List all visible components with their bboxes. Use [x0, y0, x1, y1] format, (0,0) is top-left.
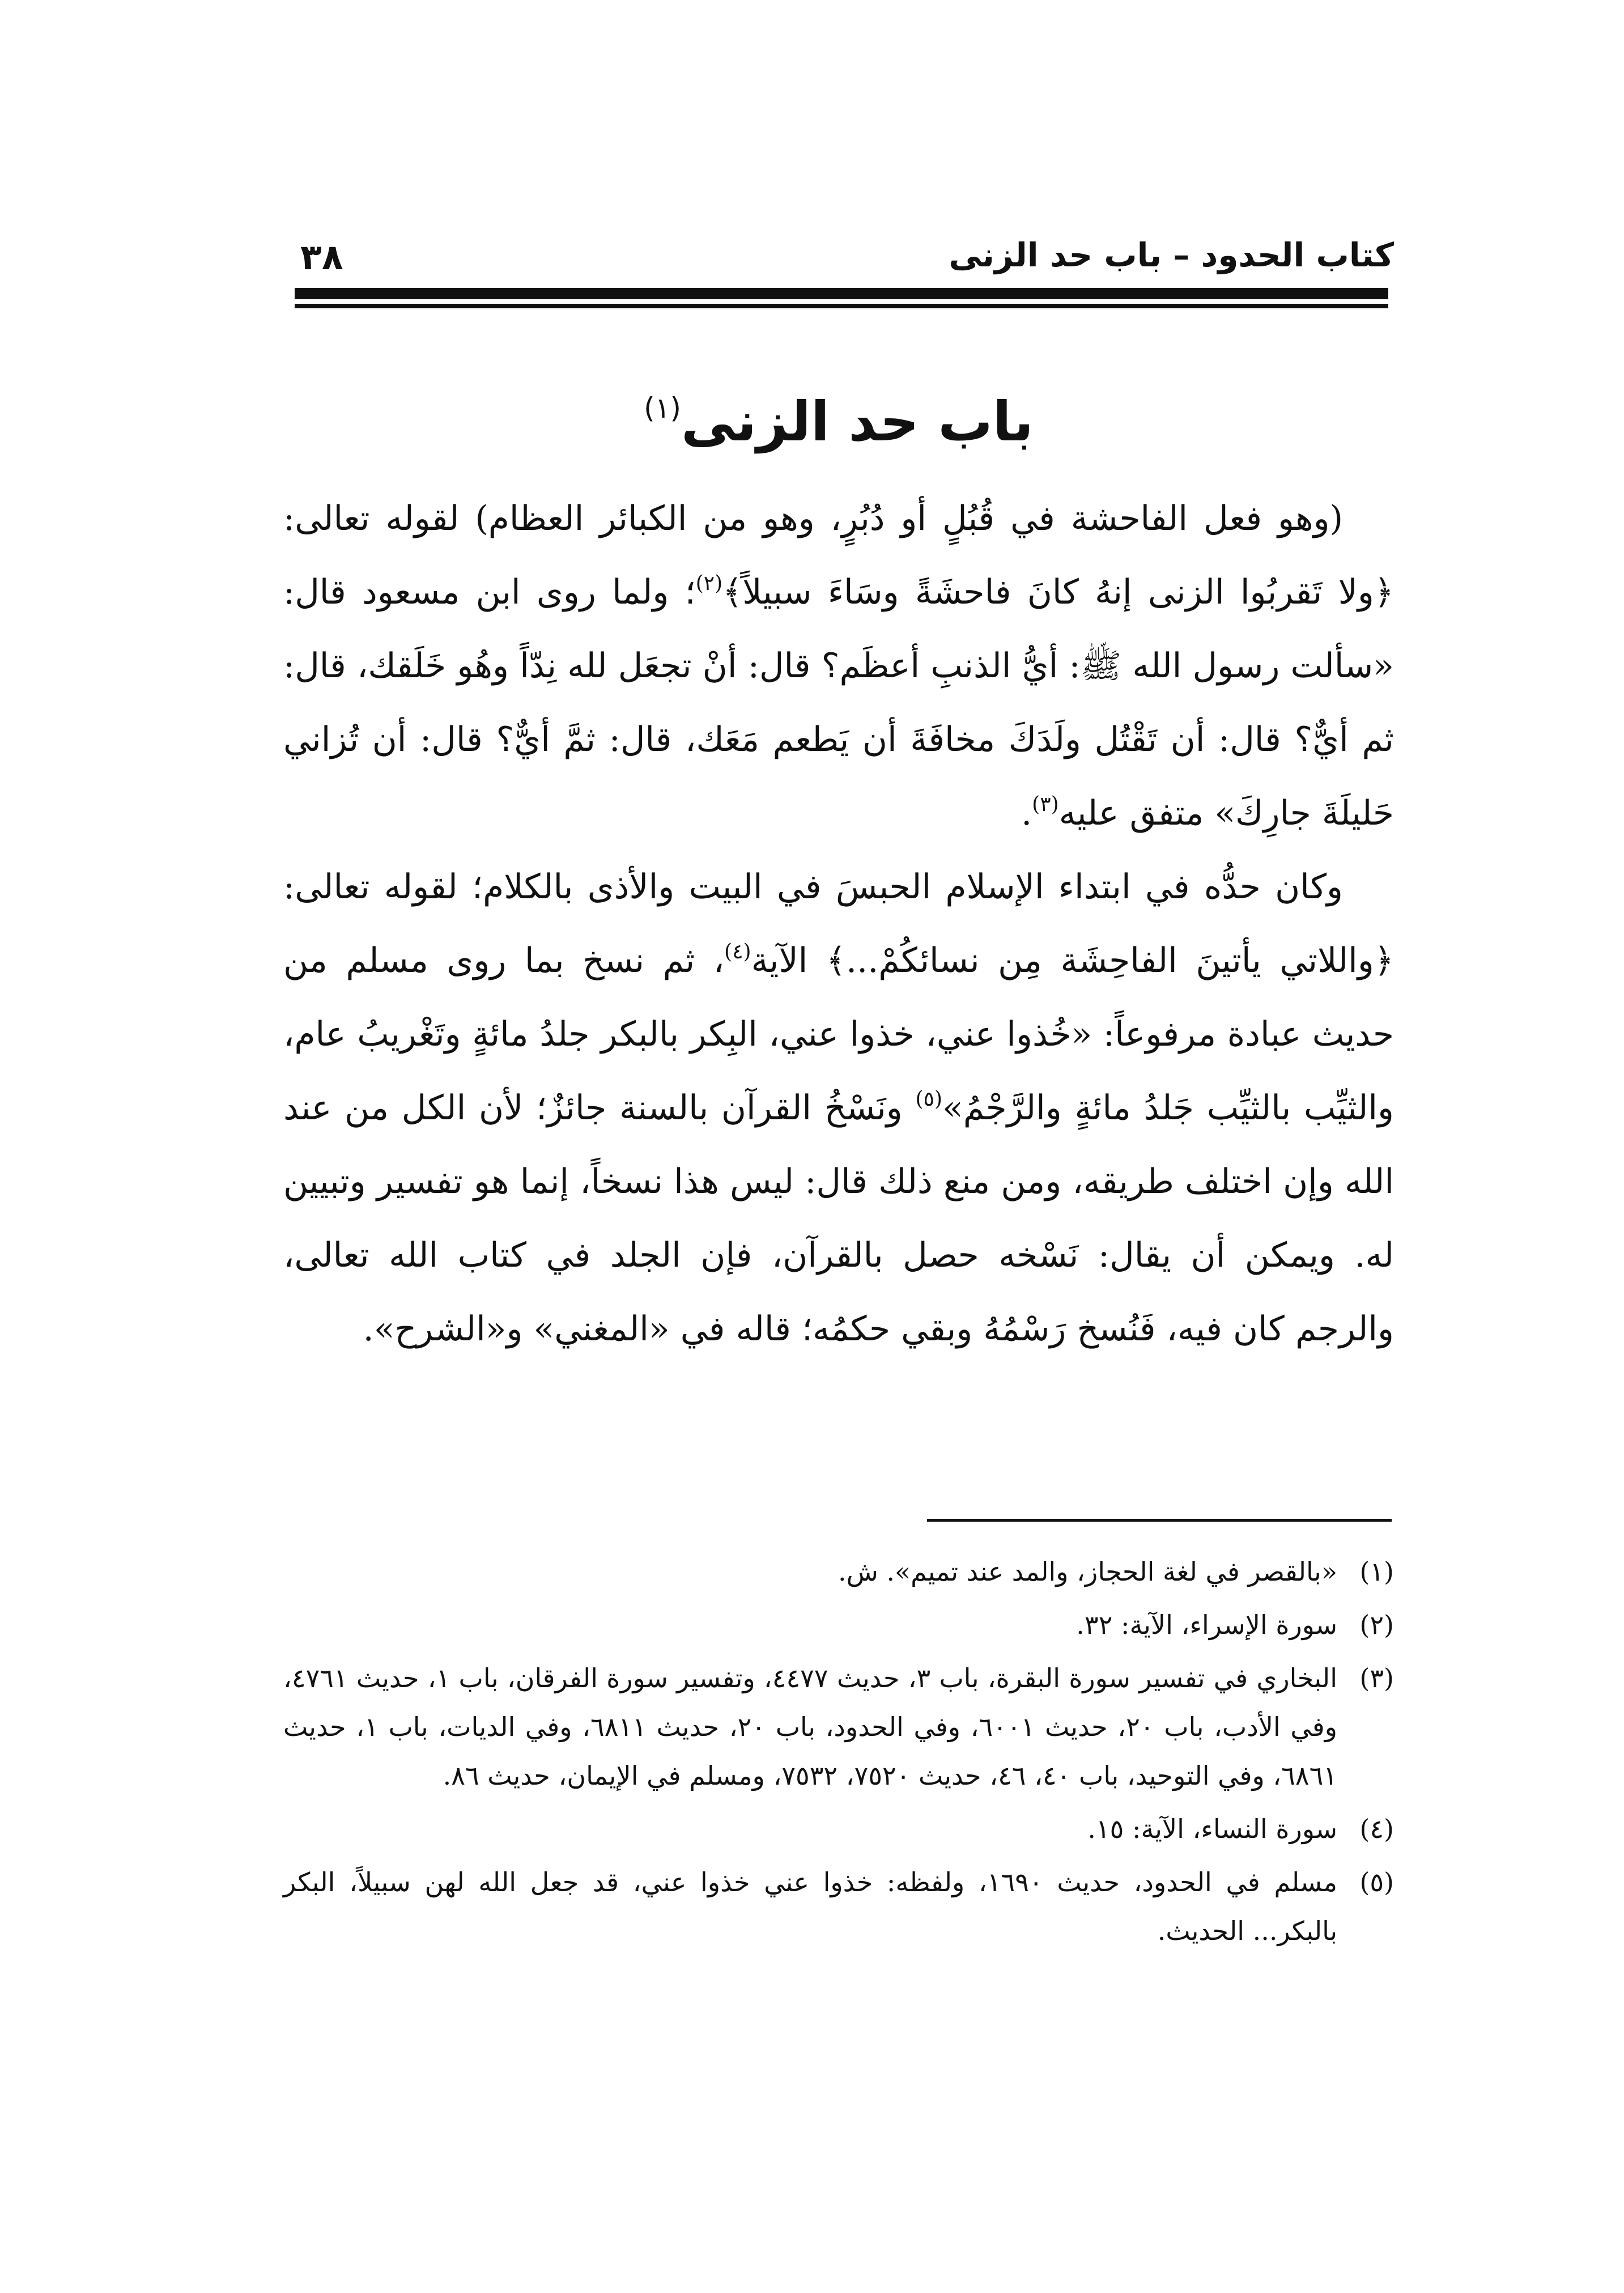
footnote-marker: (٢) [1359, 1610, 1394, 1640]
footnote-marker: (٤) [1359, 1814, 1394, 1844]
paragraph-2-text-a: وكان حدُّه في ابتداء الإسلام الحبسَ في البيت والأذى بالكلام؛ لقوله تعالى: ﴿واللاتي يأتينَ الفاحِشَة مِن نسائكُمْ...﴾ الآية [283, 867, 1394, 980]
footnote-5 [283, 1858, 1394, 1955]
footnote-text: مسلم في الحدود، حديث ١٦٩٠، ولفظه: خذوا عني خذوا عني، قد جعل الله لهن سبيلاً، البكر بالبكر... الحديث. [283, 1867, 1338, 1946]
footnote-marker: (١) [1359, 1556, 1394, 1587]
footnote-ref-4: (٤) [724, 940, 751, 963]
header-rule-thin [295, 304, 1388, 308]
footnote-text: البخاري في تفسير سورة البقرة، باب ٣، حديث ٤٤٧٧، وتفسير سورة الفرقان، باب ١، حديث ٤٧٦١، وفي الأدب، باب ٢٠، حديث ٦٠٠١، وفي الحدود، باب ٢٠، حديث ٦٨١١، وفي الديات، باب ١، حديث ٦٨٦١، وفي التوحيد، باب ٤٠، ٤٦، حديث ٧٥٢٠، ٧٥٣٢، ومسلم في الإيمان، حديث ٨٦. [283, 1663, 1337, 1791]
chapter-title-text: باب حد الزنى [681, 390, 1034, 453]
footnote-text: سورة الإسراء، الآية: ٣٢. [1076, 1610, 1337, 1640]
body-paragraph-2 [283, 850, 1394, 1366]
footnote-ref-2: (٢) [695, 572, 723, 595]
paragraph-1-text-a: (وهو فعل الفاحشة في قُبُلٍ أو دُبُرٍ، وهو من الكبائر العظام) لقوله تعالى: ﴿ولا تَقربُوا الزنى إنهُ كانَ فاحشَةً وسَاءَ سبيلاً﴾ [283, 499, 1394, 612]
page-number: ٣٨ [300, 236, 343, 278]
chapter-footnote-ref: (١) [644, 392, 681, 424]
footnote-separator [927, 1519, 1392, 1522]
footnote-marker: (٣) [1359, 1663, 1394, 1693]
paragraph-2-text-c: ونَسْخُ القرآن بالسنة جائزٌ؛ لأن الكل من عند الله وإن اختلف طريقه، ومن منع ذلك قال: ليس هذا نسخاً، إنما هو تفسير وتبيين له. ويمكن أن يقال: نَسْخه حصل بالقرآن، فإن الجلد في كتاب الله تعالى، والرجم كان فيه، فَنُسخ رَسْمُهُ وبقي حكمُه؛ قاله في «المغني» و«الشرح». [283, 1088, 1395, 1349]
body-text [283, 482, 1394, 1366]
footnote-ref-5: (٥) [915, 1088, 942, 1111]
body-paragraph-1 [283, 482, 1394, 850]
footnote-1 [283, 1547, 1394, 1596]
chapter-title [283, 368, 1394, 461]
footnotes [283, 1547, 1394, 1960]
paragraph-1-text-c: . [1021, 793, 1032, 833]
footnote-text: سورة النساء، الآية: ١٥. [1087, 1814, 1337, 1844]
footnote-text: «بالقصر في لغة الحجاز، والمد عند تميم». ش. [838, 1556, 1337, 1587]
footnote-2 [283, 1600, 1394, 1649]
paragraph-2-text-b: ، ثم نسخ بما روى مسلم من حديث عبادة مرفوعاً: «خُذوا عني، خذوا عني، البِكر بالبكر جلدُ مائةٍ وتَغْريبُ عام، والثيِّب بالثيِّب جَلدُ مائةٍ والرَّجْمُ» [283, 941, 1394, 1128]
paragraph-1-text-b: ؛ ولما روى ابن مسعود قال: «سألت رسول الله ﷺ: أيُّ الذنبِ أعظَم؟ قال: أنْ تجعَل لله نِدّاً وهُو خَلَقك، قال: ثم أيٌّ؟ قال: أن تَقْتُل ولَدَكَ مخافَةَ أن يَطعم مَعَك، قال: ثمَّ أيٌّ؟ قال: أن تُزاني حَليلَةَ جارِكَ» متفق عليه [283, 572, 1394, 833]
running-header-title: كتاب الحدود – باب حد الزنى [949, 236, 1394, 274]
footnote-4 [283, 1804, 1394, 1853]
footnote-marker: (٥) [1359, 1867, 1394, 1897]
running-header [283, 227, 1394, 289]
footnote-ref-3: (٣) [1032, 793, 1059, 816]
header-rule-thick [295, 288, 1388, 299]
footnote-3 [283, 1654, 1394, 1800]
